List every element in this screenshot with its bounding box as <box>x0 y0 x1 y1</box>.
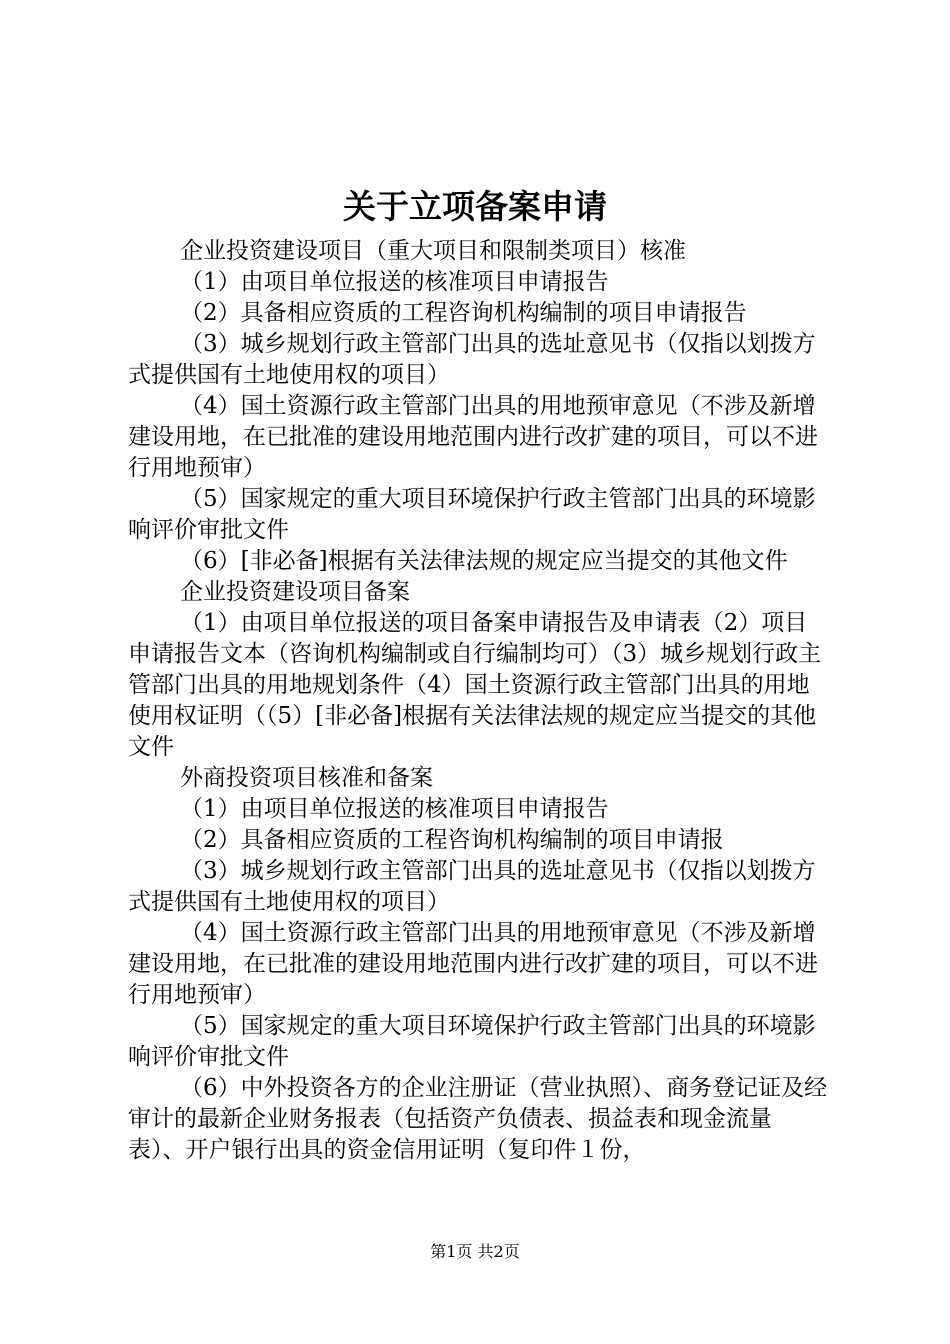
list-item: （6）[非必备]根据有关法律法规的规定应当提交的其他文件 <box>180 548 788 574</box>
list-item: （6）中外投资各方的企业注册证（营业执照）、商务登记证及经审计的最新企业财务报表（包括资产负债表、损益表和现金流量表）、开户银行出具的资金信用证明（复印件１份， <box>128 1075 828 1163</box>
list-item: （1）由项目单位报送的核准项目申请报告 <box>180 796 609 822</box>
list-item: （3）城乡规划行政主管部门出具的选址意见书（仅指以划拨方式提供国有土地使用权的项目） <box>128 331 816 388</box>
list-item: （3）城乡规划行政主管部门出具的选址意见书（仅指以划拨方式提供国有土地使用权的项目） <box>128 858 816 915</box>
list-item: （1）由项目单位报送的项目备案申请报告及申请表（2）项目申请报告文本（咨询机构编制或自行编制均可）（3）城乡规划行政主管部门出具的用地规划条件（4）国土资源行政主管部门出具的用地使用权证明（（5）[非必备]根据有关法律法规的规定应当提交的其他文件 <box>128 610 822 760</box>
list-item: （5）国家规定的重大项目环境保护行政主管部门出具的环境影响评价审批文件 <box>128 1013 816 1070</box>
list-item: （4）国土资源行政主管部门出具的用地预审意见（不涉及新增建设用地，在已批准的建设用地范围内进行改扩建的项目，可以不进行用地预审） <box>128 920 818 1008</box>
list-item: （2）具备相应资质的工程咨询机构编制的项目申请报 <box>180 827 724 853</box>
list-item: （5）国家规定的重大项目环境保护行政主管部门出具的环境影响评价审批文件 <box>128 486 816 543</box>
section-heading: 外商投资项目核准和备案 <box>180 765 433 791</box>
list-item: （4）国土资源行政主管部门出具的用地预审意见（不涉及新增建设用地，在已批准的建设用地范围内进行改扩建的项目，可以不进行用地预审） <box>128 393 818 481</box>
section-heading: 企业投资建设项目备案 <box>180 579 410 605</box>
section-heading: 企业投资建设项目（重大项目和限制类项目）核准 <box>180 238 686 264</box>
document-body <box>128 236 828 1166</box>
list-item: （2）具备相应资质的工程咨询机构编制的项目申请报告 <box>180 300 747 326</box>
list-item: （1）由项目单位报送的核准项目申请报告 <box>180 269 609 295</box>
document-title: 关于立项备案申请 <box>343 187 607 226</box>
page-footer: 第1页 共2页 <box>430 1242 520 1261</box>
